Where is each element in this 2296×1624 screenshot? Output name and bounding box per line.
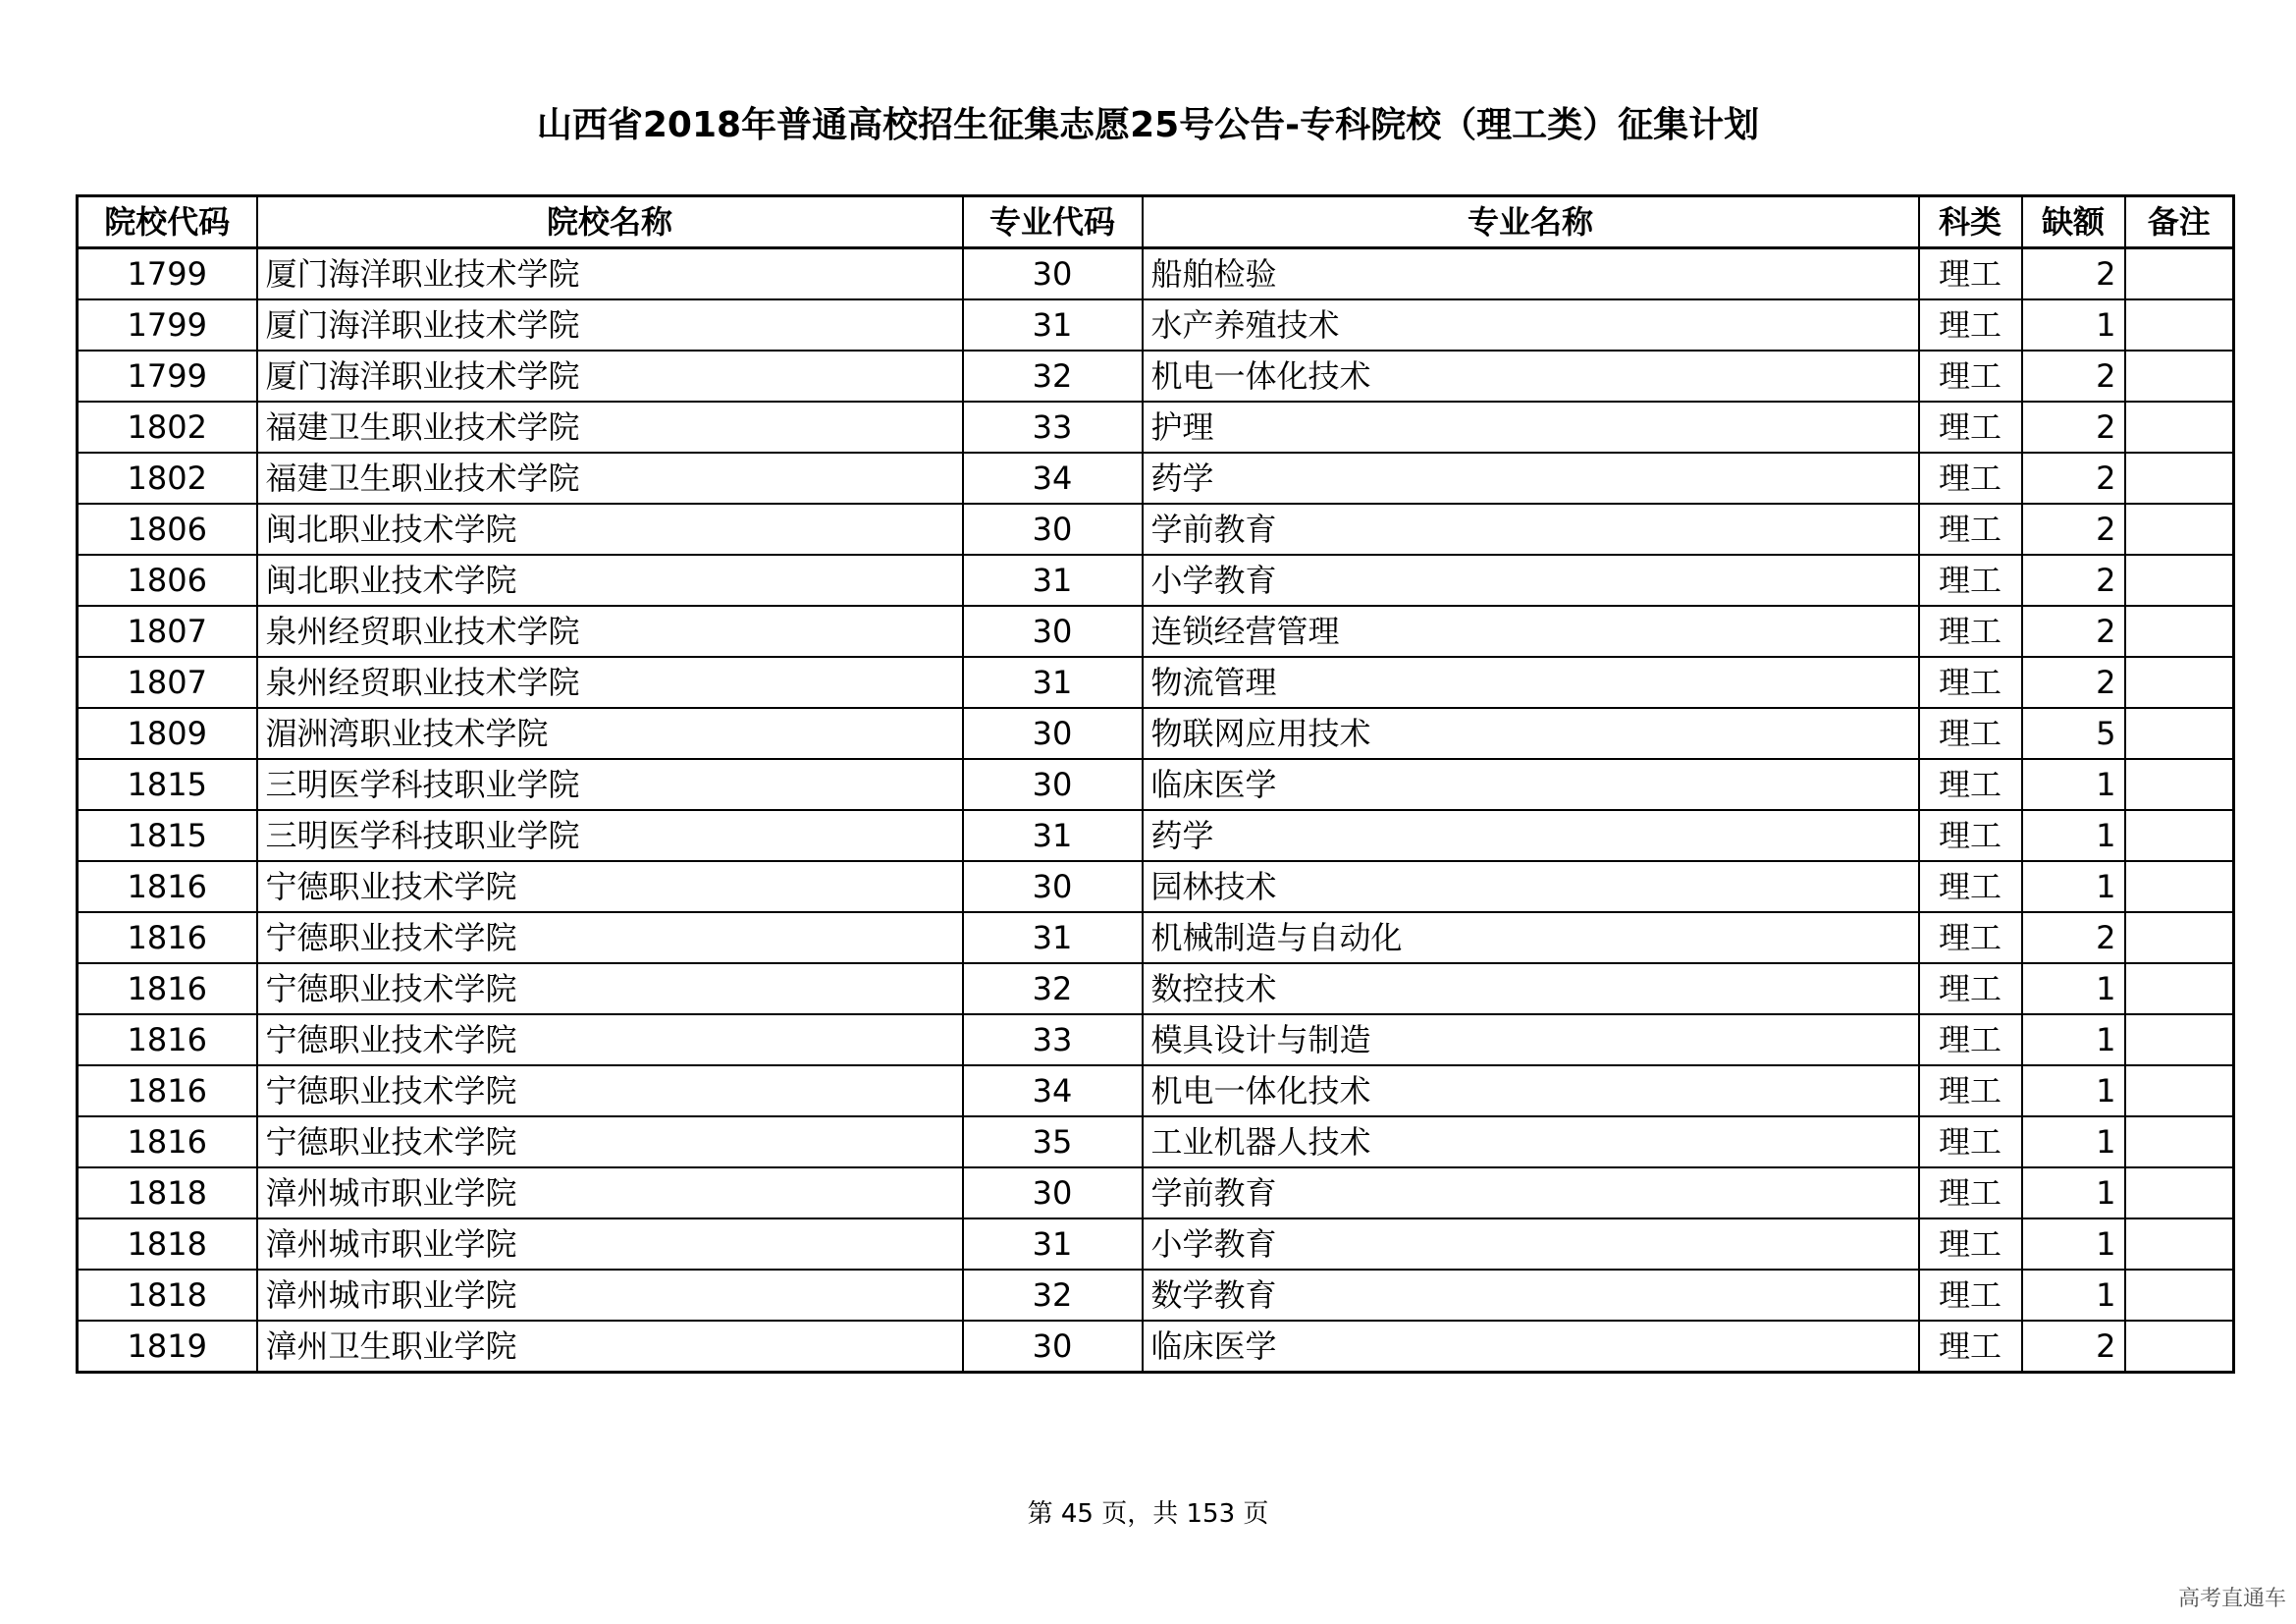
cell-school-name: 漳州卫生职业学院: [257, 1321, 963, 1373]
cell-vacancy: 1: [2022, 1065, 2125, 1116]
cell-major-name: 工业机器人技术: [1143, 1116, 1919, 1167]
table-row: [78, 912, 2234, 963]
cell-school-name: 泉州经贸职业技术学院: [257, 657, 963, 708]
cell-vacancy: 2: [2022, 1321, 2125, 1373]
table-row: [78, 861, 2234, 912]
cell-category: 理工: [1919, 1270, 2022, 1321]
cell-major-name: 机电一体化技术: [1143, 351, 1919, 402]
cell-major-name: 水产养殖技术: [1143, 299, 1919, 351]
cell-school-name: 闽北职业技术学院: [257, 504, 963, 555]
table-row: [78, 555, 2234, 606]
cell-category: 理工: [1919, 351, 2022, 402]
cell-category: 理工: [1919, 1167, 2022, 1218]
cell-category: 理工: [1919, 861, 2022, 912]
cell-category: 理工: [1919, 708, 2022, 759]
cell-remarks: [2125, 402, 2234, 453]
table-body: [78, 248, 2234, 1373]
cell-category: 理工: [1919, 1014, 2022, 1065]
cell-school-code: 1806: [78, 504, 257, 555]
cell-major-name: 机电一体化技术: [1143, 1065, 1919, 1116]
cell-major-code: 34: [963, 453, 1143, 504]
cell-major-code: 31: [963, 299, 1143, 351]
cell-vacancy: 1: [2022, 810, 2125, 861]
cell-school-code: 1799: [78, 299, 257, 351]
cell-school-code: 1816: [78, 963, 257, 1014]
cell-school-name: 三明医学科技职业学院: [257, 759, 963, 810]
cell-category: 理工: [1919, 555, 2022, 606]
cell-major-code: 32: [963, 1270, 1143, 1321]
cell-school-name: 厦门海洋职业技术学院: [257, 248, 963, 300]
cell-school-name: 三明医学科技职业学院: [257, 810, 963, 861]
cell-school-code: 1815: [78, 810, 257, 861]
cell-vacancy: 1: [2022, 299, 2125, 351]
cell-remarks: [2125, 1270, 2234, 1321]
cell-major-name: 连锁经营管理: [1143, 606, 1919, 657]
cell-remarks: [2125, 504, 2234, 555]
table-row: [78, 606, 2234, 657]
cell-major-name: 学前教育: [1143, 504, 1919, 555]
table-row: [78, 351, 2234, 402]
table-row: [78, 963, 2234, 1014]
cell-major-name: 物流管理: [1143, 657, 1919, 708]
cell-major-code: 31: [963, 810, 1143, 861]
table-row: [78, 657, 2234, 708]
watermark-text: 高考直通车: [2177, 1587, 2286, 1611]
table-row: [78, 1065, 2234, 1116]
cell-vacancy: 1: [2022, 759, 2125, 810]
cell-vacancy: 1: [2022, 1270, 2125, 1321]
cell-school-code: 1819: [78, 1321, 257, 1373]
page-footer: 第 45 页，共 153 页: [1027, 1499, 1269, 1529]
table-row: [78, 1321, 2234, 1373]
header-school-name: 院校名称: [257, 196, 963, 248]
cell-major-name: 数学教育: [1143, 1270, 1919, 1321]
cell-category: 理工: [1919, 402, 2022, 453]
table-row: [78, 759, 2234, 810]
cell-vacancy: 2: [2022, 657, 2125, 708]
cell-school-code: 1818: [78, 1270, 257, 1321]
cell-school-code: 1816: [78, 1116, 257, 1167]
cell-major-name: 船舶检验: [1143, 248, 1919, 300]
cell-major-code: 31: [963, 657, 1143, 708]
cell-school-code: 1799: [78, 248, 257, 300]
cell-category: 理工: [1919, 810, 2022, 861]
cell-major-code: 30: [963, 708, 1143, 759]
cell-remarks: [2125, 555, 2234, 606]
header-school-code: 院校代码: [78, 196, 257, 248]
cell-school-name: 福建卫生职业技术学院: [257, 402, 963, 453]
cell-vacancy: 2: [2022, 555, 2125, 606]
cell-school-code: 1816: [78, 1014, 257, 1065]
cell-vacancy: 1: [2022, 861, 2125, 912]
cell-vacancy: 2: [2022, 248, 2125, 300]
table-row: [78, 1218, 2234, 1270]
cell-category: 理工: [1919, 963, 2022, 1014]
cell-major-code: 34: [963, 1065, 1143, 1116]
cell-school-name: 福建卫生职业技术学院: [257, 453, 963, 504]
cell-major-code: 30: [963, 606, 1143, 657]
cell-school-code: 1807: [78, 606, 257, 657]
cell-major-code: 30: [963, 1321, 1143, 1373]
cell-major-name: 机械制造与自动化: [1143, 912, 1919, 963]
cell-remarks: [2125, 810, 2234, 861]
table-row: [78, 1014, 2234, 1065]
cell-school-name: 漳州城市职业学院: [257, 1218, 963, 1270]
cell-major-name: 药学: [1143, 810, 1919, 861]
cell-vacancy: 2: [2022, 912, 2125, 963]
cell-school-name: 湄洲湾职业技术学院: [257, 708, 963, 759]
header-major-code: 专业代码: [963, 196, 1143, 248]
cell-major-name: 临床医学: [1143, 759, 1919, 810]
cell-remarks: [2125, 1065, 2234, 1116]
cell-remarks: [2125, 606, 2234, 657]
cell-school-code: 1818: [78, 1218, 257, 1270]
cell-category: 理工: [1919, 606, 2022, 657]
cell-major-code: 30: [963, 248, 1143, 300]
cell-category: 理工: [1919, 657, 2022, 708]
cell-school-code: 1816: [78, 861, 257, 912]
cell-school-code: 1806: [78, 555, 257, 606]
cell-remarks: [2125, 1218, 2234, 1270]
cell-school-name: 漳州城市职业学院: [257, 1167, 963, 1218]
cell-remarks: [2125, 248, 2234, 300]
cell-remarks: [2125, 963, 2234, 1014]
table-row: [78, 453, 2234, 504]
cell-remarks: [2125, 1321, 2234, 1373]
cell-major-code: 31: [963, 912, 1143, 963]
cell-remarks: [2125, 1116, 2234, 1167]
cell-major-name: 数控技术: [1143, 963, 1919, 1014]
cell-school-name: 宁德职业技术学院: [257, 1116, 963, 1167]
cell-major-code: 33: [963, 1014, 1143, 1065]
cell-category: 理工: [1919, 504, 2022, 555]
header-remarks: 备注: [2125, 196, 2234, 248]
cell-category: 理工: [1919, 1321, 2022, 1373]
cell-school-name: 宁德职业技术学院: [257, 912, 963, 963]
table-row: [78, 299, 2234, 351]
cell-vacancy: 2: [2022, 453, 2125, 504]
cell-category: 理工: [1919, 299, 2022, 351]
cell-vacancy: 1: [2022, 1116, 2125, 1167]
cell-vacancy: 2: [2022, 351, 2125, 402]
cell-remarks: [2125, 299, 2234, 351]
cell-major-name: 临床医学: [1143, 1321, 1919, 1373]
enrollment-plan-table: [76, 194, 2235, 1374]
table-row: [78, 708, 2234, 759]
cell-school-name: 泉州经贸职业技术学院: [257, 606, 963, 657]
cell-major-name: 园林技术: [1143, 861, 1919, 912]
cell-major-code: 31: [963, 1218, 1143, 1270]
cell-major-code: 32: [963, 963, 1143, 1014]
cell-school-code: 1802: [78, 402, 257, 453]
cell-school-code: 1809: [78, 708, 257, 759]
cell-remarks: [2125, 912, 2234, 963]
table-row: [78, 810, 2234, 861]
cell-major-code: 35: [963, 1116, 1143, 1167]
cell-major-name: 学前教育: [1143, 1167, 1919, 1218]
cell-remarks: [2125, 759, 2234, 810]
table-row: [78, 504, 2234, 555]
document-title: 山西省2018年普通高校招生征集志愿25号公告-专科院校（理工类）征集计划: [536, 105, 1760, 145]
cell-school-code: 1818: [78, 1167, 257, 1218]
cell-school-name: 闽北职业技术学院: [257, 555, 963, 606]
cell-category: 理工: [1919, 248, 2022, 300]
cell-vacancy: 1: [2022, 963, 2125, 1014]
cell-school-code: 1816: [78, 1065, 257, 1116]
cell-major-name: 物联网应用技术: [1143, 708, 1919, 759]
cell-school-code: 1802: [78, 453, 257, 504]
cell-school-name: 漳州城市职业学院: [257, 1270, 963, 1321]
cell-major-name: 小学教育: [1143, 1218, 1919, 1270]
header-category: 科类: [1919, 196, 2022, 248]
table-row: [78, 402, 2234, 453]
cell-school-code: 1807: [78, 657, 257, 708]
cell-remarks: [2125, 861, 2234, 912]
cell-remarks: [2125, 708, 2234, 759]
cell-major-code: 33: [963, 402, 1143, 453]
cell-remarks: [2125, 657, 2234, 708]
cell-category: 理工: [1919, 453, 2022, 504]
table-row: [78, 248, 2234, 300]
cell-category: 理工: [1919, 1065, 2022, 1116]
cell-school-name: 宁德职业技术学院: [257, 1065, 963, 1116]
table-row: [78, 1116, 2234, 1167]
cell-vacancy: 1: [2022, 1014, 2125, 1065]
cell-vacancy: 5: [2022, 708, 2125, 759]
cell-major-code: 30: [963, 504, 1143, 555]
cell-vacancy: 1: [2022, 1167, 2125, 1218]
header-vacancy: 缺额: [2022, 196, 2125, 248]
cell-major-name: 药学: [1143, 453, 1919, 504]
cell-category: 理工: [1919, 1218, 2022, 1270]
cell-remarks: [2125, 351, 2234, 402]
cell-category: 理工: [1919, 1116, 2022, 1167]
cell-school-code: 1799: [78, 351, 257, 402]
table-row: [78, 1167, 2234, 1218]
cell-major-code: 30: [963, 759, 1143, 810]
cell-major-code: 30: [963, 861, 1143, 912]
cell-vacancy: 2: [2022, 504, 2125, 555]
header-major-name: 专业名称: [1143, 196, 1919, 248]
cell-school-name: 宁德职业技术学院: [257, 861, 963, 912]
cell-remarks: [2125, 453, 2234, 504]
cell-major-name: 小学教育: [1143, 555, 1919, 606]
cell-category: 理工: [1919, 912, 2022, 963]
cell-major-code: 32: [963, 351, 1143, 402]
cell-major-name: 模具设计与制造: [1143, 1014, 1919, 1065]
cell-major-code: 30: [963, 1167, 1143, 1218]
cell-vacancy: 1: [2022, 1218, 2125, 1270]
cell-school-name: 厦门海洋职业技术学院: [257, 299, 963, 351]
cell-school-name: 宁德职业技术学院: [257, 963, 963, 1014]
cell-category: 理工: [1919, 759, 2022, 810]
table-row: [78, 1270, 2234, 1321]
cell-vacancy: 2: [2022, 606, 2125, 657]
cell-remarks: [2125, 1167, 2234, 1218]
cell-school-name: 厦门海洋职业技术学院: [257, 351, 963, 402]
cell-remarks: [2125, 1014, 2234, 1065]
cell-vacancy: 2: [2022, 402, 2125, 453]
cell-major-name: 护理: [1143, 402, 1919, 453]
cell-school-name: 宁德职业技术学院: [257, 1014, 963, 1065]
cell-school-code: 1815: [78, 759, 257, 810]
table-header-row: [78, 196, 2234, 248]
cell-school-code: 1816: [78, 912, 257, 963]
cell-major-code: 31: [963, 555, 1143, 606]
